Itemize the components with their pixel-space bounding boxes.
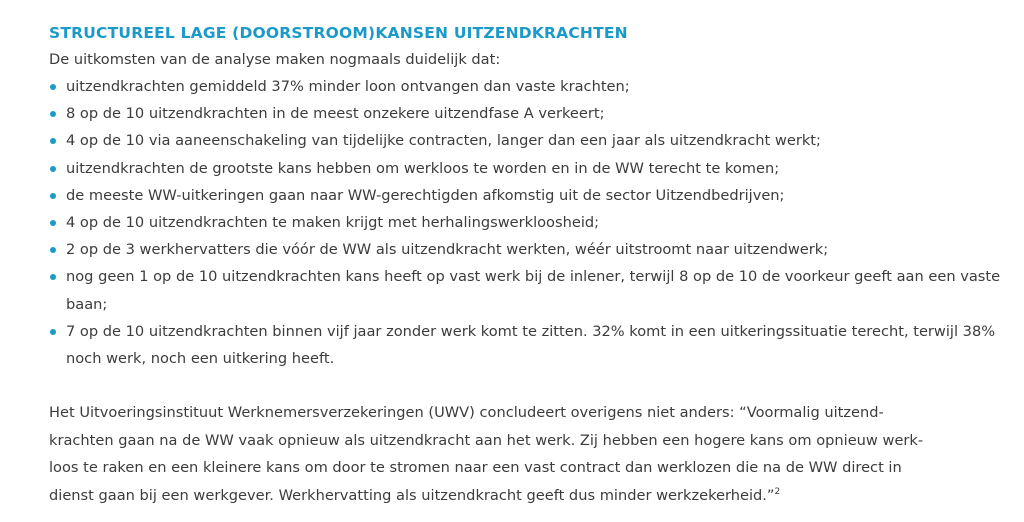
list-item (49, 318, 1004, 372)
list-item-text: uitzendkrachten de grootste kans hebben om werkloos te worden en in de WW terecht te komen; (66, 159, 780, 177)
list-item (49, 155, 1004, 182)
footnote-marker: 2 (774, 487, 781, 498)
list-item-text: 8 op de 10 uitzendkrachten in de meest onzekere uitzendfase A verkeert; (66, 105, 605, 123)
closing-line: krachten gaan na de WW vaak opnieuw als uitzendkracht aan het werk. Zij hebben een hogere kans om opnieuw werk- (49, 431, 924, 449)
findings-list (49, 73, 1004, 372)
list-item-text: nog geen 1 op de 10 uitzendkrachten kans heeft op vast werk bij de inlener, terwijl 8 op de 10 de voorkeur geeft aan een vaste baan; (66, 268, 1001, 313)
list-item-text: 4 op de 10 via aaneenschakeling van tijdelijke contracten, langer dan een jaar als uitzendkracht werkt; (66, 132, 821, 150)
list-item (49, 236, 1004, 263)
bullet-icon (50, 247, 56, 253)
bullet-icon (50, 329, 56, 335)
list-item (49, 209, 1004, 236)
intro-paragraph: De uitkomsten van de analyse maken nogmaals duidelijk dat: (49, 51, 501, 68)
section-heading: STRUCTUREEL LAGE (DOORSTROOM)KANSEN UITZENDKRACHTEN (49, 24, 628, 42)
list-item (49, 263, 1004, 317)
list-item (49, 127, 1004, 154)
list-item-text: 4 op de 10 uitzendkrachten te maken krijgt met herhalingswerkloosheid; (66, 214, 600, 232)
list-item (49, 100, 1004, 127)
bullet-icon (50, 138, 56, 144)
closing-line-text: dienst gaan bij een werkgever. Werkhervatting als uitzendkracht geeft dus minder werkzekerheid.” (49, 487, 775, 505)
bullet-icon (50, 274, 56, 280)
closing-paragraph (49, 399, 1004, 509)
bullet-icon (50, 166, 56, 172)
list-item (49, 73, 1004, 100)
list-item-text: 2 op de 3 werkhervatters die vóór de WW als uitzendkracht werkten, wéér uitstroomt naar uitzendwerk; (66, 241, 829, 259)
list-item-text: de meeste WW-uitkeringen gaan naar WW-gerechtigden afkomstig uit de sector Uitzendbedrijven; (66, 186, 785, 204)
list-item (49, 182, 1004, 209)
bullet-icon (50, 193, 56, 199)
bullet-icon (50, 111, 56, 117)
closing-line: Het Uitvoeringsinstituut Werknemersverzekeringen (UWV) concludeert overigens niet anders: “Voormalig uitzend- (49, 404, 884, 422)
closing-line-last (49, 482, 1004, 510)
list-item-text: uitzendkrachten gemiddeld 37% minder loon ontvangen dan vaste krachten; (66, 78, 630, 95)
list-item-text: 7 op de 10 uitzendkrachten binnen vijf jaar zonder werk komt te zitten. 32% komt in een uitkeringssituatie terecht, terwijl 38% noch werk, noch een uitkering heeft. (66, 322, 996, 368)
bullet-icon (50, 220, 56, 226)
bullet-icon (50, 84, 56, 90)
closing-line: loos te raken en een kleinere kans om door te stromen naar een vast contract dan werklozen die na de WW direct in (49, 459, 902, 477)
